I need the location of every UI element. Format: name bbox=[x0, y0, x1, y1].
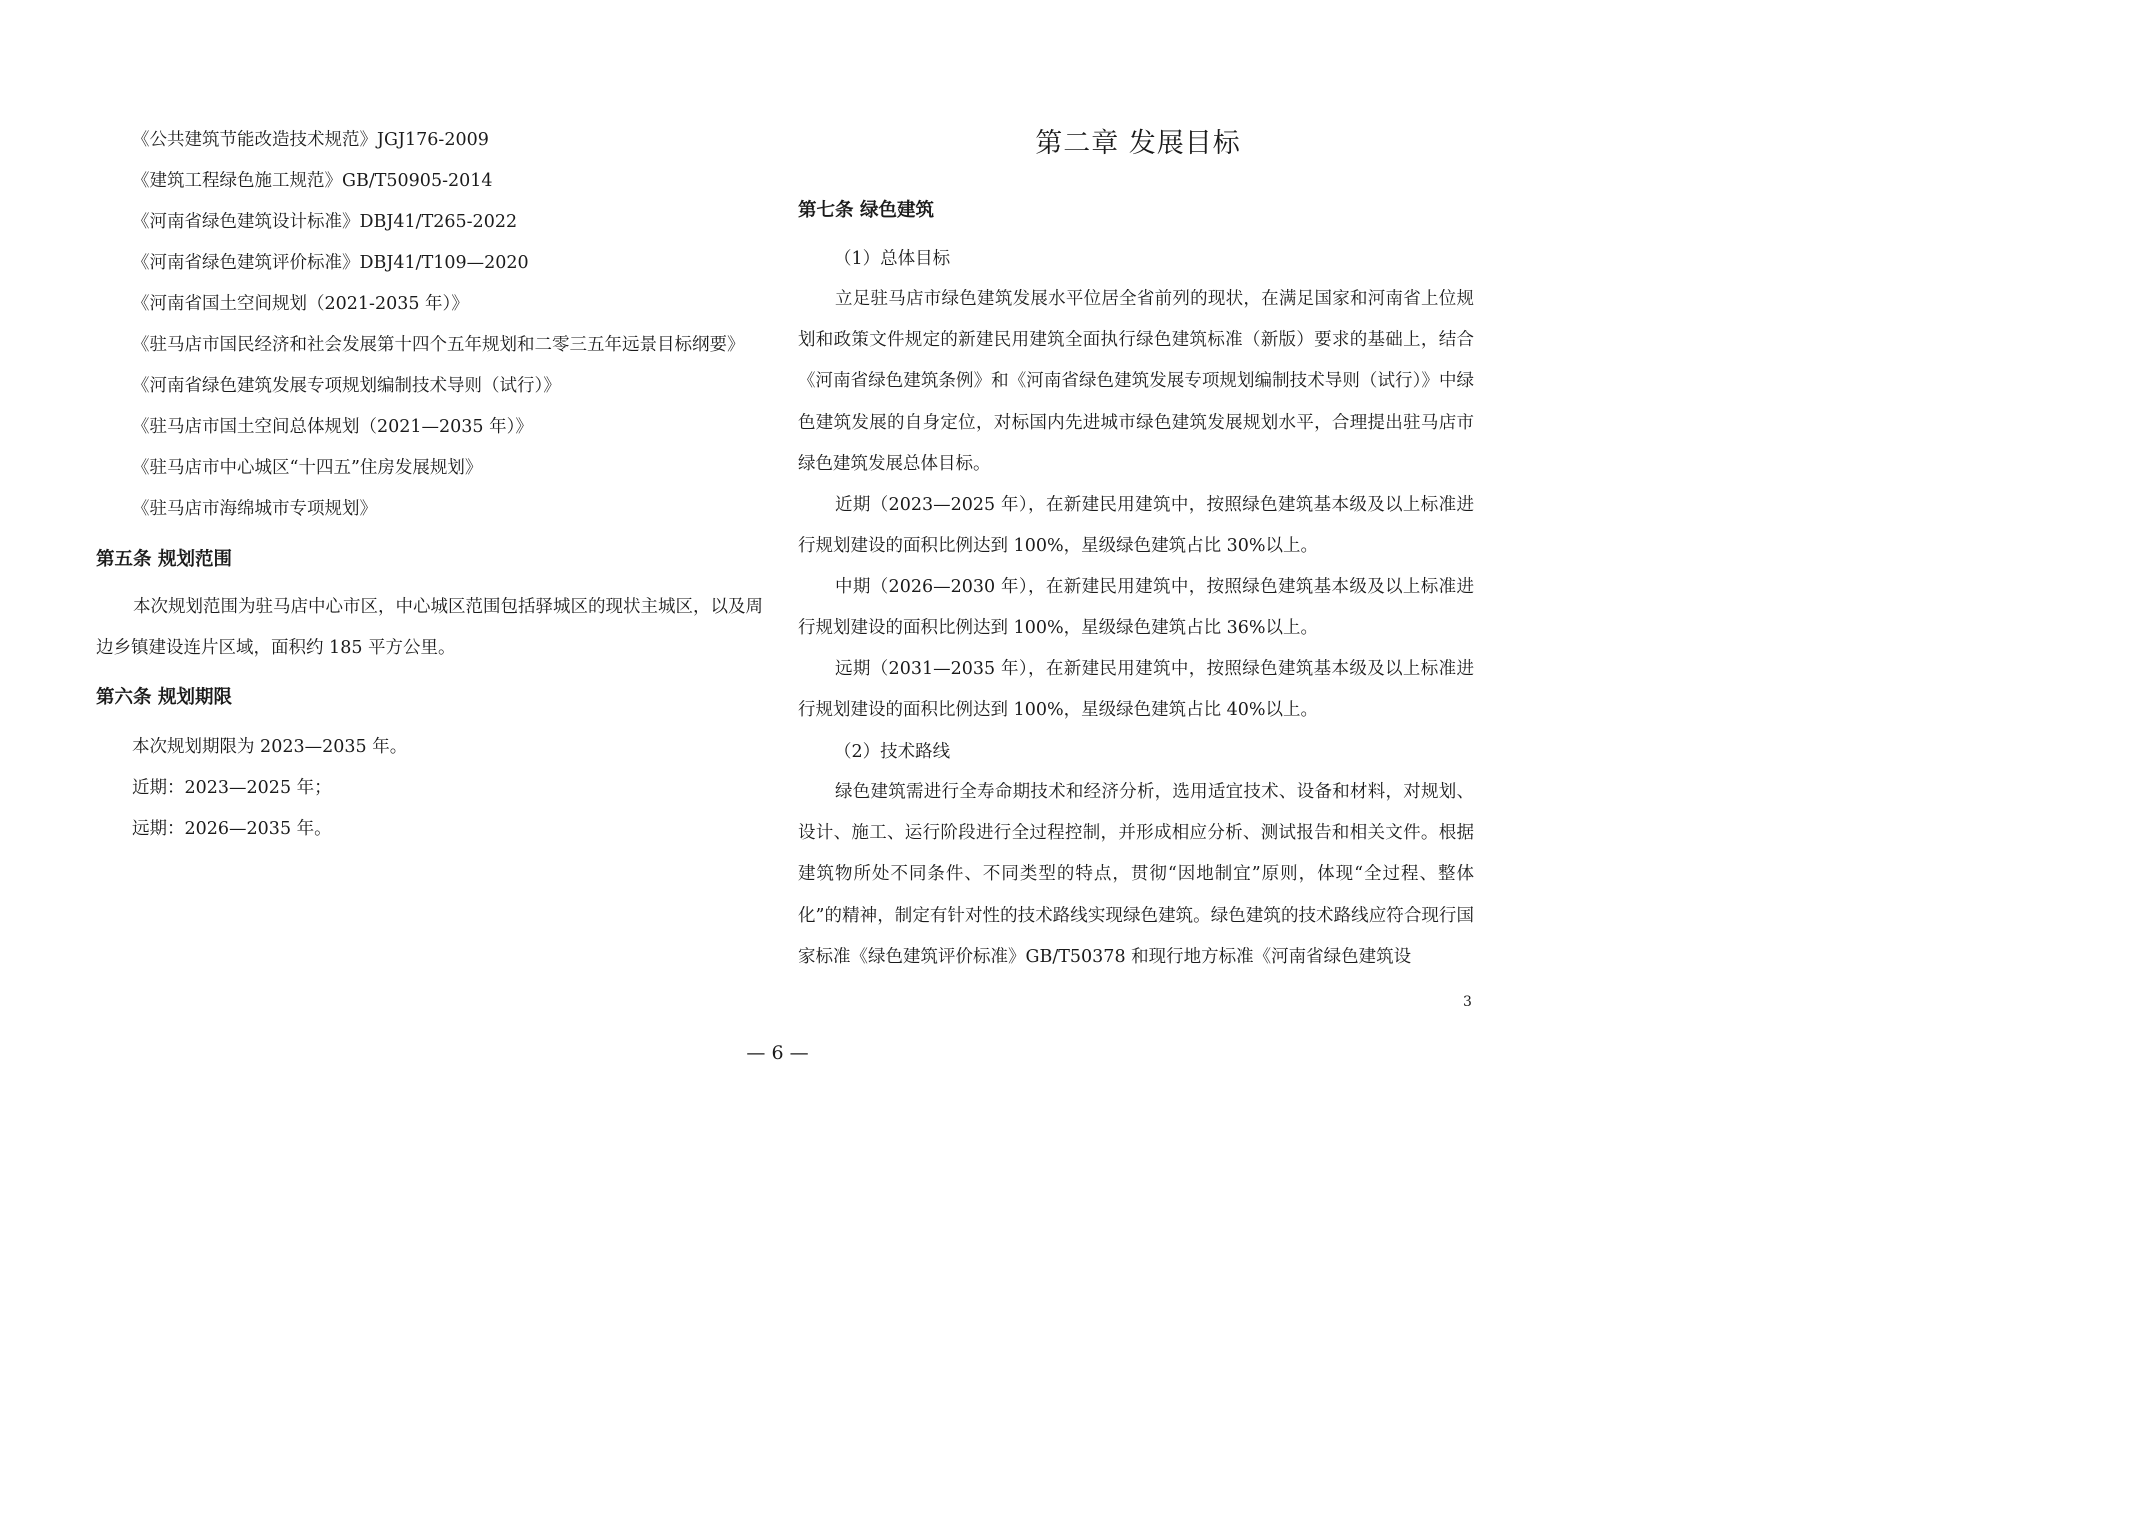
reference-item: 《驻马店市国民经济和社会发展第十四个五年规划和二零三五年远景目标纲要》 bbox=[132, 335, 745, 355]
article5-body: 本次规划范围为驻马店中心市区，中心城区范围包括驿城区的现状主城区，以及周边乡镇建设连片区域，面积约 185 平方公里。 bbox=[96, 597, 763, 658]
long-term-paragraph: 远期（2031—2035 年），在新建民用建筑中，按照绿色建筑基本级及以上标准进行规划建设的面积比例达到 100%，星级绿色建筑占比 40%以上。 bbox=[798, 659, 1474, 721]
near-term-paragraph: 近期（2023—2025 年），在新建民用建筑中，按照绿色建筑基本级及以上标准进行规划建设的面积比例达到 100%，星级绿色建筑占比 30%以上。 bbox=[798, 495, 1474, 557]
reference-item: 《河南省绿色建筑发展专项规划编制技术导则（试行）》 bbox=[132, 376, 561, 396]
tech-route-paragraph: 绿色建筑需进行全寿命期技术和经济分析，选用适宜技术、设备和材料，对规划、设计、施工、运行阶段进行全过程控制，并形成相应分析、测试报告和相关文件。根据建筑物所处不同条件、不同类型的特点，贯彻“因地制宜”原则，体现“全过程、整体化”的精神，制定有针对性的技术路线实现绿色建筑。绿色建筑的技术路线应符合现行国家标准《绿色建筑评价标准》GB/T50378 和现行地方标准《河南省绿色建筑设 bbox=[798, 782, 1474, 967]
article7-heading: 第七条 绿色建筑 bbox=[798, 200, 934, 221]
reference-item: 《建筑工程绿色施工规范》GB/T50905-2014 bbox=[132, 171, 493, 191]
article6-long-term: 远期：2026—2035 年。 bbox=[132, 819, 332, 839]
article5-heading: 第五条 规划范围 bbox=[96, 549, 232, 570]
page-footer-number: — 6 — bbox=[746, 1042, 809, 1064]
reference-item: 《河南省绿色建筑设计标准》DBJ41/T265-2022 bbox=[132, 212, 518, 232]
reference-item: 《公共建筑节能改造技术规范》JGJ176-2009 bbox=[132, 130, 489, 150]
overall-goal-subheading: （1）总体目标 bbox=[834, 249, 951, 269]
reference-list bbox=[132, 124, 745, 534]
overall-goal-paragraph: 立足驻马店市绿色建筑发展水平位居全省前列的现状，在满足国家和河南省上位规划和政策文件规定的新建民用建筑全面执行绿色建筑标准（新版）要求的基础上，结合《河南省绿色建筑条例》和《河南省绿色建筑发展专项规划编制技术导则（试行）》中绿色建筑发展的自身定位，对标国内先进城市绿色建筑发展规划水平，合理提出驻马店市绿色建筑发展总体目标。 bbox=[798, 289, 1474, 474]
reference-item: 《河南省国土空间规划（2021-2035 年）》 bbox=[132, 294, 469, 314]
mid-term-paragraph: 中期（2026—2030 年），在新建民用建筑中，按照绿色建筑基本级及以上标准进行规划建设的面积比例达到 100%，星级绿色建筑占比 36%以上。 bbox=[798, 577, 1474, 639]
chapter-title: 第二章 发展目标 bbox=[1035, 128, 1241, 159]
reference-item: 《河南省绿色建筑评价标准》DBJ41/T109—2020 bbox=[132, 253, 529, 273]
tech-route-subheading: （2）技术路线 bbox=[834, 742, 951, 762]
article6-period: 本次规划期限为 2023—2035 年。 bbox=[132, 737, 408, 757]
reference-item: 《驻马店市国土空间总体规划（2021—2035 年）》 bbox=[132, 417, 533, 437]
article6-heading: 第六条 规划期限 bbox=[96, 687, 232, 708]
page-corner-number: 3 bbox=[1463, 994, 1472, 1010]
article6-near-term: 近期：2023—2025 年； bbox=[132, 778, 332, 798]
reference-item: 《驻马店市中心城区“十四五”住房发展规划》 bbox=[132, 458, 483, 478]
reference-item: 《驻马店市海绵城市专项规划》 bbox=[132, 499, 377, 519]
